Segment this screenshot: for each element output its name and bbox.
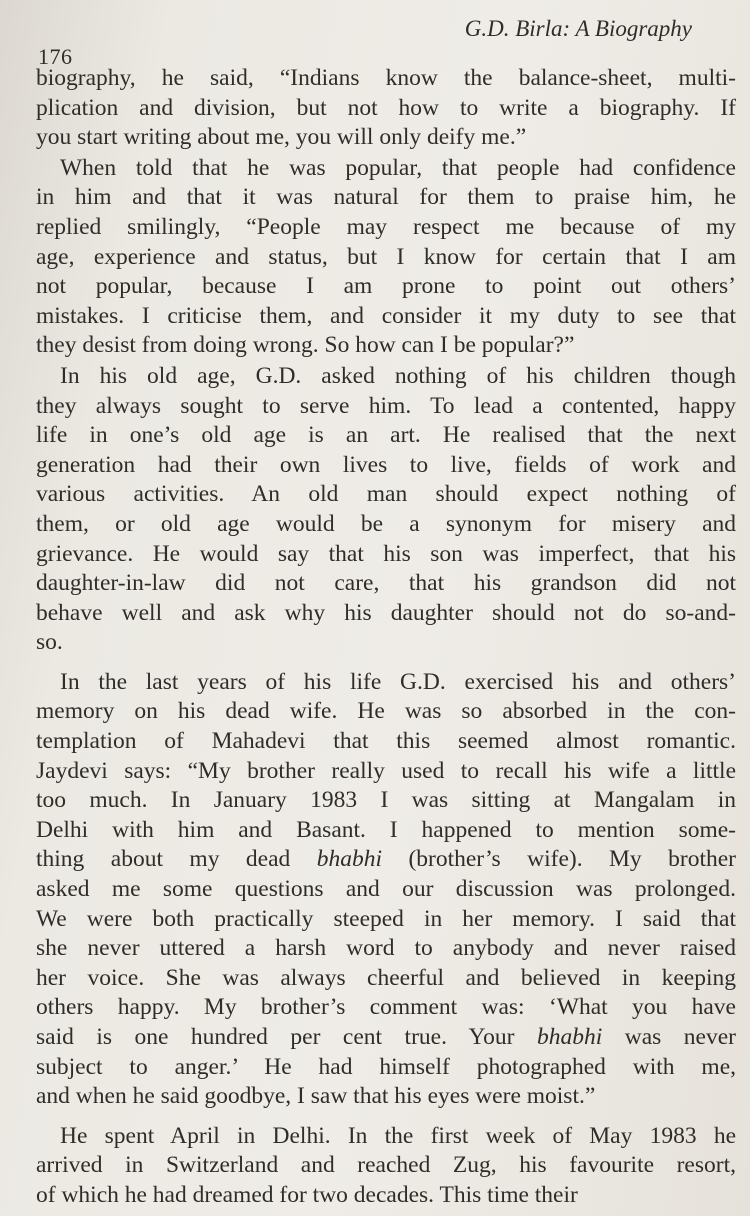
text-line: When told that he was popular, that people had confidence [60, 154, 736, 181]
text-line: various activities. An old man should expect nothing of [36, 481, 736, 508]
text-line: memory on his dead wife. He was so absorbed in the con- [36, 698, 736, 725]
text-line: daughter-in-law did not care, that his grandson did not [36, 570, 736, 597]
text-line: she never uttered a harsh word to anybody and never raised [36, 935, 736, 962]
paragraph [36, 1122, 736, 1211]
text-line: her voice. She was always cheerful and believed in keeping [36, 964, 736, 991]
body-text [36, 64, 736, 1211]
text-line: too much. In January 1983 I was sitting at Mangalam in [36, 787, 736, 814]
paragraph [36, 64, 736, 153]
text-line: Delhi with him and Basant. I happened to mention some- [36, 816, 736, 843]
page-header [38, 12, 692, 68]
text-line: Jaydevi says: “My brother really used to recall his wife a little [36, 757, 736, 784]
text-line: said is one hundred per cent true. Your bhabhi was never [36, 1024, 736, 1050]
text-line: not popular, because I am prone to point out others’ [36, 273, 736, 300]
text-line: templation of Mahadevi that this seemed almost romantic. [36, 728, 736, 755]
text-line: them, or old age would be a synonym for misery and [36, 510, 736, 537]
text-line: subject to anger.’ He had himself photographed with me, [36, 1053, 736, 1080]
text-line: grievance. He would say that his son was imperfect, that his [36, 540, 736, 567]
text-line: behave well and ask why his daughter should not do so-and- [36, 599, 736, 626]
text-line: We were both practically steeped in her memory. I said that [36, 905, 736, 932]
running-head: G.D. Birla: A Biography [464, 16, 692, 41]
paragraph [36, 154, 736, 361]
text-line: they always sought to serve him. To lead a contented, happy [36, 392, 736, 419]
text-line: mistakes. I criticise them, and consider it my duty to see that [36, 302, 736, 329]
text-line: replied smilingly, “People may respect me because of my [36, 213, 736, 240]
text-line: thing about my dead bhabhi (brother’s wife). My brother [36, 846, 736, 873]
text-line: in him and that it was natural for them to praise him, he [36, 184, 736, 211]
text-line: life in one’s old age is an art. He realised that the next [36, 422, 736, 449]
italic-word: bhabhi [537, 1024, 603, 1050]
text-line: In his old age, G.D. asked nothing of his children though [60, 362, 736, 389]
text-line: plication and division, but not how to write a biography. If [36, 94, 736, 121]
text-line: they desist from doing wrong. So how can I be popular?” [36, 332, 575, 359]
paragraph [36, 668, 736, 1112]
page-number: 176 [38, 44, 73, 69]
italic-word: bhabhi [316, 846, 382, 873]
text-line: asked me some questions and our discussion was prolonged. [36, 876, 736, 903]
text-line: age, experience and status, but I know for certain that I am [36, 243, 736, 270]
text-line: In the last years of his life G.D. exercised his and others’ [60, 668, 736, 695]
text-line: of which he had dreamed for two decades. This time their [36, 1181, 578, 1208]
text-line: and when he said goodbye, I saw that his eyes were moist.” [36, 1083, 596, 1110]
text-line: He spent April in Delhi. In the first week of May 1983 he [60, 1122, 736, 1149]
paragraph [36, 362, 736, 658]
text-line: you start writing about me, you will only deify me.” [36, 124, 527, 151]
text-line: biography, he said, “Indians know the balance-sheet, multi- [36, 65, 736, 91]
text-line: arrived in Switzerland and reached Zug, his favourite resort, [36, 1152, 736, 1179]
text-line: generation had their own lives to live, fields of work and [36, 451, 736, 478]
text-line: so. [36, 629, 63, 656]
text-line: others happy. My brother’s comment was: ‘What you have [36, 994, 736, 1021]
